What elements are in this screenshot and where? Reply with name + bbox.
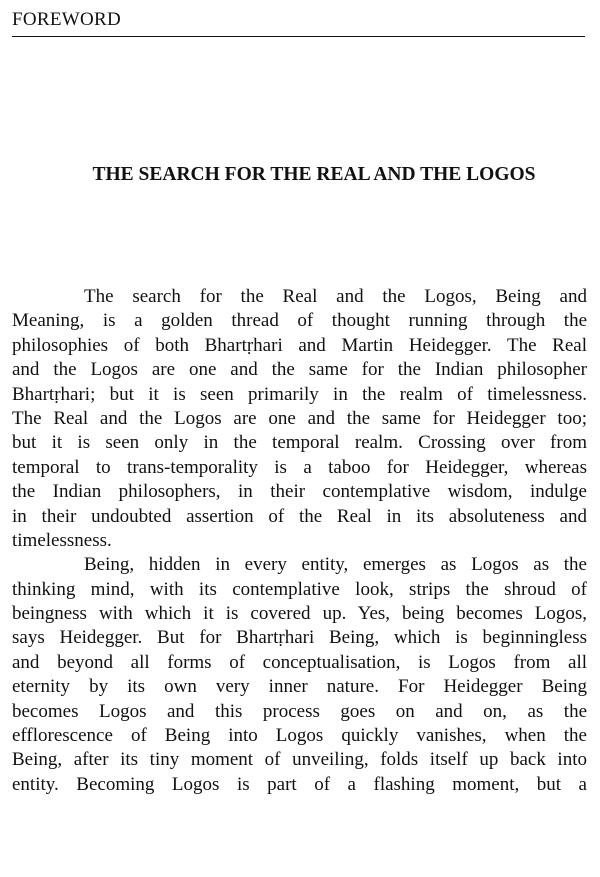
text-line: and the Logos are one and the same for the Indian philosopher (12, 359, 587, 381)
text-line: says Heidegger. But for Bhartṛhari Being, which is beginningless (12, 627, 587, 649)
text-line: Being, hidden in every entity, emerges as Logos as the (84, 554, 587, 576)
text-line: the Indian philosophers, in their contemplative wisdom, indulge (12, 481, 587, 503)
text-line: Being, after its tiny moment of unveiling, folds itself up back into (12, 749, 587, 771)
running-head: FOREWORD (12, 9, 122, 30)
text-line: philosophies of both Bhartṛhari and Martin Heidegger. The Real (12, 334, 587, 356)
text-line: timelessness. (12, 529, 112, 551)
text-line: entity. Becoming Logos is part of a flashing moment, but a (12, 773, 587, 795)
text-line: efflorescence of Being into Logos quickly vanishes, when the (12, 725, 587, 747)
text-line: beingness with which it is covered up. Yes, being becomes Logos, (12, 603, 587, 625)
text-line: eternity by its own very inner nature. For Heidegger Being (12, 676, 587, 698)
text-line: The Real and the Logos are one and the same for Heidegger too; (12, 407, 587, 429)
paragraph-2 (12, 553, 587, 797)
chapter-title: THE SEARCH FOR THE REAL AND THE LOGOS (92, 164, 536, 186)
body-text (12, 285, 587, 797)
text-line: thinking mind, with its contemplative look, strips the shroud of (12, 578, 587, 600)
text-line: Meaning, is a golden thread of thought running through the (12, 310, 587, 332)
text-line: Bhartṛhari; but it is seen primarily in the realm of timelessness. (12, 383, 587, 405)
text-line: but it is seen only in the temporal realm. Crossing over from (12, 432, 587, 454)
text-line: The search for the Real and the Logos, Being and (84, 286, 587, 307)
text-line: becomes Logos and this process goes on and on, as the (12, 700, 587, 722)
text-line: temporal to trans-temporality is a taboo for Heidegger, whereas (12, 456, 587, 478)
paragraph-1 (12, 285, 587, 553)
header-rule (12, 36, 585, 37)
text-line: in their undoubted assertion of the Real in its absoluteness and (12, 505, 587, 527)
text-line: and beyond all forms of conceptualisation, is Logos from all (12, 651, 587, 673)
